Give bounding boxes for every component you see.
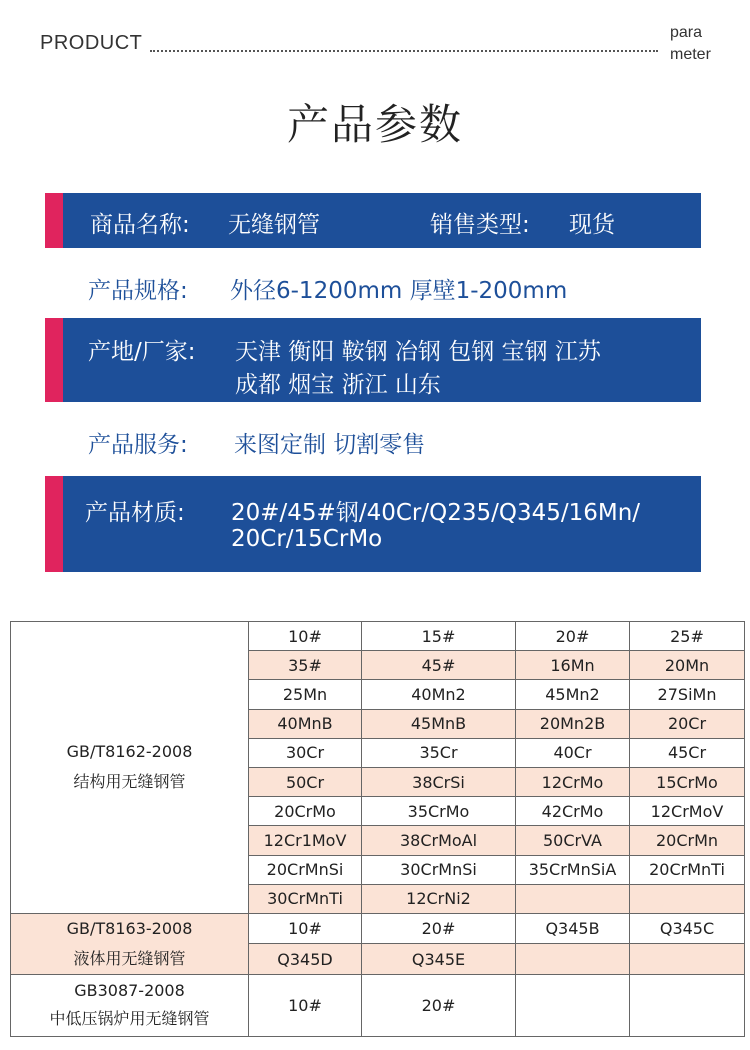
grade-cell: 45Cr [630,738,745,767]
grade-cell: 30CrMnSi [362,855,516,884]
param-band-origin [45,318,701,402]
grade-cell: 38CrSi [362,767,516,796]
grade-cell: 38CrMoAl [362,826,516,855]
spec-value: 外径6-1200mm 厚壁1-200mm [230,278,568,304]
grade-cell: 40Mn2 [362,680,516,709]
grade-cell: Q345B [516,913,630,944]
header-dotted-divider [150,50,658,52]
service-label: 产品服务: [88,432,188,458]
spec-label: 产品规格: [88,278,188,304]
grade-cell: 12CrMo [516,767,630,796]
grade-cell: 35# [249,651,362,680]
grade-cell: 10# [249,622,362,651]
standard-code: GB/T8162-2008 [66,742,193,762]
grade-cell: 10# [249,974,362,1036]
table-body [11,622,745,1037]
grade-cell: 10# [249,913,362,944]
header-product-label: PRODUCT [40,32,143,54]
grade-cell: 42CrMo [516,797,630,826]
material-line1: 20#/45#钢/40Cr/Q235/Q345/16Mn/ [231,500,641,526]
material-label: 产品材质: [85,500,185,526]
service-value: 来图定制 切割零售 [234,432,426,458]
grade-cell: 20CrMnTi [630,855,745,884]
grade-cell: 12CrNi2 [362,884,516,913]
grade-cell: 50Cr [249,767,362,796]
sale-type-value: 现货 [569,212,615,238]
grade-cell: 27SiMn [630,680,745,709]
grade-cell: 50CrVA [516,826,630,855]
grade-cell: 25# [630,622,745,651]
grade-cell: 15# [362,622,516,651]
header-param-line2: meter [670,46,711,63]
standard-desc: 结构用无缝钢管 [73,772,186,792]
grade-cell: 12CrMoV [630,797,745,826]
grade-cell: 45MnB [362,709,516,738]
product-name-label: 商品名称: [90,212,190,238]
grade-cell: 20CrMo [249,797,362,826]
origin-label: 产地/厂家: [88,339,196,365]
origin-line1: 天津 衡阳 鞍钢 冶钢 包钢 宝钢 江苏 [235,339,601,365]
grade-cell-empty [516,884,630,913]
header-parameter-label [670,22,711,66]
param-band-material [45,476,701,572]
grade-cell: 15CrMo [630,767,745,796]
product-name-value: 无缝钢管 [228,212,320,238]
grade-cell: 35CrMnSiA [516,855,630,884]
grade-cell: 30Cr [249,738,362,767]
grade-cell-empty [516,944,630,975]
grade-cell-empty [630,884,745,913]
grade-cell: 35Cr [362,738,516,767]
standard-cell-gb3087 [11,974,249,1036]
grade-cell: 20Mn2B [516,709,630,738]
param-band-name [45,193,701,248]
standard-cell-gb8162 [11,622,249,914]
grade-cell: 40Cr [516,738,630,767]
grade-cell: 20# [362,974,516,1036]
material-line2: 20Cr/15CrMo [231,526,383,552]
grade-cell: 20Mn [630,651,745,680]
standard-cell-gb8163 [11,913,249,974]
table-row [11,622,745,651]
grade-cell: Q345C [630,913,745,944]
grade-cell: 20Cr [630,709,745,738]
grade-cell: 45Mn2 [516,680,630,709]
grade-cell: 20CrMnSi [249,855,362,884]
origin-line2: 成都 烟宝 浙江 山东 [235,372,441,398]
grade-cell-empty [630,944,745,975]
grade-cell: 16Mn [516,651,630,680]
material-standards-table [10,621,745,1037]
grade-cell: 40MnB [249,709,362,738]
band-accent [45,318,63,402]
table-row [11,913,745,944]
grade-cell: 35CrMo [362,797,516,826]
grade-cell: 25Mn [249,680,362,709]
band-accent [45,476,63,572]
grade-cell-empty [516,974,630,1036]
sale-type-label: 销售类型: [430,212,530,238]
grade-cell: 20CrMn [630,826,745,855]
table-row [11,974,745,1036]
standard-desc: 液体用无缝钢管 [73,948,186,968]
band-accent [45,193,63,248]
grade-cell: 45# [362,651,516,680]
standard-code: GB3087-2008 [74,981,185,1001]
grade-cell: 20# [516,622,630,651]
page-title: 产品参数 [286,100,463,149]
grade-cell: 12Cr1MoV [249,826,362,855]
grade-cell: 30CrMnTi [249,884,362,913]
header-param-line1: para [670,24,703,41]
standard-code: GB/T8163-2008 [66,918,193,938]
standard-desc: 中低压锅炉用无缝钢管 [49,1009,210,1029]
grade-cell: Q345D [249,944,362,975]
grade-cell-empty [630,974,745,1036]
grade-cell: 20# [362,913,516,944]
grade-cell: Q345E [362,944,516,975]
